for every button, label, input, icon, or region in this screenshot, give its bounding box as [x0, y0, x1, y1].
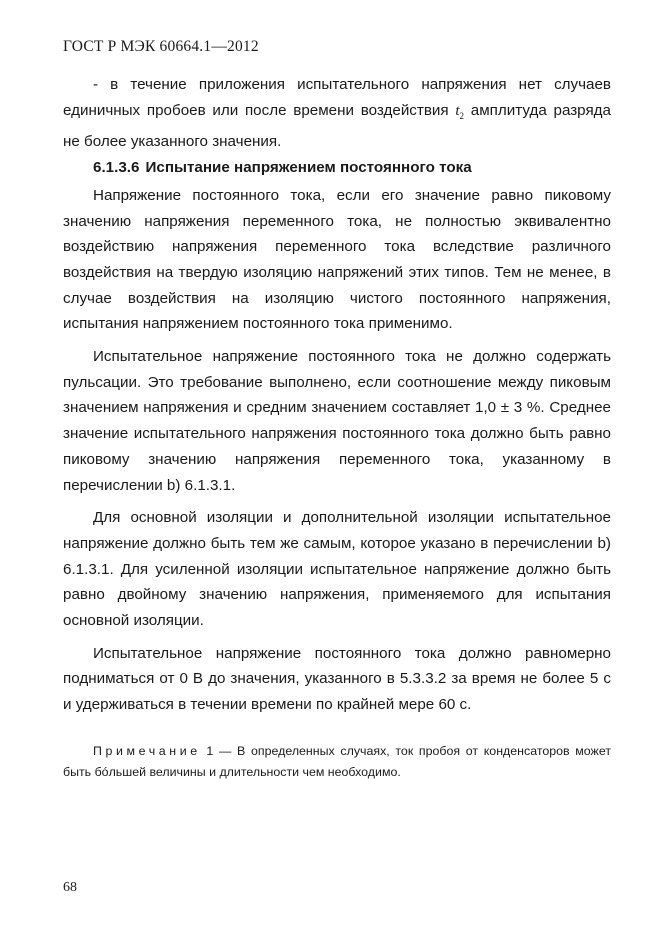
section-heading	[63, 155, 611, 181]
note-block	[63, 741, 611, 782]
intro-text-part1: - в течение приложения испытательного напряжения нет случаев единичных пробоев или после времени воздействия	[63, 76, 611, 119]
section-number: 6.1.3.6	[93, 159, 140, 177]
intro-text-part2: амплитуда разряда не более указанного значения.	[63, 101, 611, 151]
note-text: — В определенных случаях, ток пробоя от конденсаторов может быть бóльшей величины и длительности чем необходимо.	[63, 744, 611, 779]
paragraph-1: Напряжение постоянного тока, если его значение равно пиковому значению напряжения переменного тока, не полностью эквивалентно воздействию напряжения переменного тока вследствие различного воздействия на твердую изоляцию напряжений этих типов. Тем не менее, в случае воздействия на изоляцию чистого постоянного напряжения, испытания напряжением постоянного тока применимо.	[63, 186, 611, 333]
intro-paragraph	[63, 72, 611, 155]
paragraph-2: Испытательное напряжение постоянного тока не должно содержать пульсации. Это требование выполнено, если соотношение между пиковым значением напряжения и средним значением составляет 1,0 ± 3 %. Среднее значение испытательного напряжения постоянного тока должно быть равно пиковому значению напряжения переменного тока, указанному в перечислении b) 6.1.3.1.	[63, 348, 611, 494]
page-header-standard: ГОСТ Р МЭК 60664.1—2012	[63, 38, 259, 55]
time-variable: $t_2$	[455, 102, 465, 121]
note-number: 1	[206, 744, 214, 758]
paragraph-4: Испытательное напряжение постоянного тока должно равномерно подниматься от 0 В до значения, указанного в 5.3.3.2 за время не более 5 с и удерживаться в течении времени по крайней мере 60 с.	[63, 644, 611, 714]
page-number: 68	[63, 880, 77, 895]
note-paragraph	[63, 741, 611, 782]
note-label: Примечание	[93, 744, 201, 758]
section-title: Испытание напряжением постоянного тока	[145, 159, 472, 177]
paragraph-3: Для основной изоляции и дополнительной изоляции испытательное напряжение должно быть тем же самым, которое указано в перечислении b) 6.1.3.1. Для усиленной изоляции испытательное напряжение должно быть равно двойному значению напряжения, применяемого для испытания основной изоляции.	[63, 509, 611, 630]
main-content	[63, 72, 611, 718]
